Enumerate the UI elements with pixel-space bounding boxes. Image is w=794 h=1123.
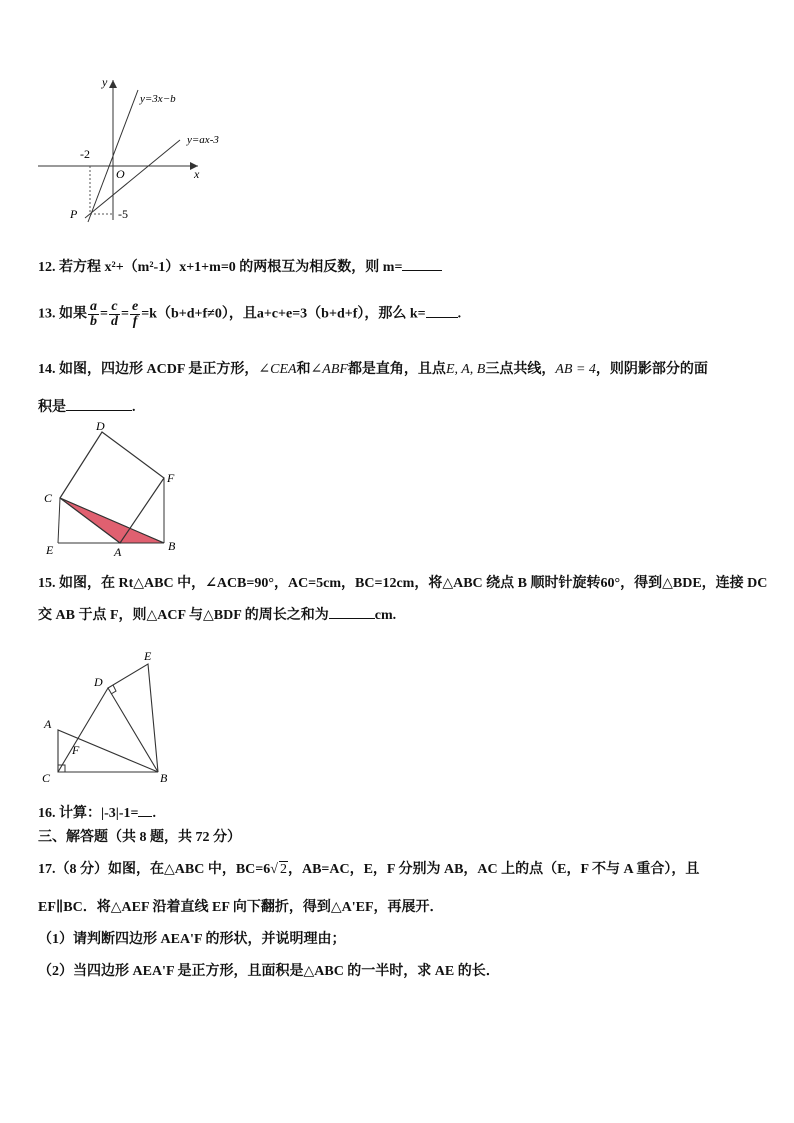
answer-blank	[426, 305, 458, 318]
question-15-line1	[38, 572, 767, 592]
tick-label-y: -5	[118, 207, 128, 221]
question-text: 都是直角，且点	[347, 362, 446, 377]
tick-label-x: -2	[80, 147, 90, 161]
label-d: D	[96, 420, 105, 433]
question-text: 交 AB 于点 F，则△ACF 与△BDF 的周长之和为	[38, 608, 329, 623]
question-text: 若方程 x²+（m²-1）x+1+m=0 的两根互为相反数，则 m=	[59, 260, 403, 275]
unit: cm.	[374, 608, 397, 623]
fraction-e-f: $\frac{e}{f}$	[131, 299, 139, 329]
label-a: A	[114, 545, 122, 559]
fraction-c-d: $\frac{c}{d}$	[110, 299, 118, 329]
angle-abf: ∠ABF	[310, 362, 348, 377]
question-12	[38, 256, 442, 276]
label-f: F	[72, 743, 80, 757]
question-15-line2	[38, 604, 396, 624]
line2-label: y=ax-3	[187, 134, 219, 146]
equals-sign: =	[100, 306, 108, 322]
question-13	[38, 300, 461, 329]
y-axis-label: y	[102, 75, 108, 89]
answer-blank	[66, 398, 132, 411]
question-number: 14.	[38, 362, 56, 377]
question-text: 三点共线，	[485, 362, 556, 377]
question-number: 15.	[38, 576, 56, 591]
section-heading: 三、解答题（共 8 题，共 72 分）	[38, 830, 241, 845]
points-eab: E, A, B	[445, 362, 486, 377]
question-number: 13.	[38, 306, 56, 322]
label-a: A	[44, 717, 52, 731]
period: .	[132, 400, 136, 415]
label-d: D	[94, 675, 103, 689]
question-text: ，则阴影部分的面	[595, 362, 708, 377]
question-text: 如图，在 Rt△ABC 中，∠ACB=90°，AC=5cm，BC=12cm，将△ABC 绕点 B 顺时针旋转60°，得到△BDE，连接 DC	[59, 576, 768, 591]
label-f: F	[167, 471, 175, 485]
origin-label: O	[116, 167, 125, 181]
label-c: C	[44, 491, 53, 505]
question-16	[38, 802, 156, 822]
question-17-sub2: （2）当四边形 AEA'F 是正方形，且面积是△ABC 的一半时，求 AE 的长．	[38, 964, 500, 979]
label-e: E	[144, 649, 152, 663]
question-text-post: =k（b+d+f≠0），且a+c+e=3（b+d+f），那么 k=	[141, 306, 426, 322]
ab-length: AB = 4	[555, 362, 596, 377]
answer-blank	[138, 804, 152, 817]
angle-cea: ∠CEA	[258, 362, 297, 377]
answer-blank	[402, 258, 442, 271]
equals-sign: =	[120, 306, 129, 322]
figure-q15-rotation-diagram	[36, 648, 186, 788]
sqrt-radicand: 2	[279, 862, 287, 877]
label-b: B	[160, 771, 168, 785]
question-17-line2: EF∥BC．将△AEF 沿着直线 EF 向下翻折，得到△A'EF，再展开．	[38, 900, 444, 915]
question-17-line1: 17.（8 分）如图，在△ABC 中，BC=6√ 2，AB=AC，E，F 分别为 AB，AC 上的点（E，F 不与 A 重合），且	[38, 862, 700, 877]
line1-label: y=3x−b	[140, 93, 176, 105]
label-c: C	[42, 771, 51, 785]
question-text: ，AB=AC，E，F 分别为 AB，AC 上的点（E，F 不与 A 重合），且	[287, 862, 700, 877]
figure-q11-coordinate-graph	[30, 72, 260, 232]
question-17-sub1: （1）请判断四边形 AEA'F 的形状，并说明理由；	[38, 932, 346, 947]
point-p-label: P	[70, 207, 78, 221]
question-text: 和	[296, 362, 311, 377]
answer-blank	[329, 606, 375, 619]
period: .	[457, 306, 462, 322]
question-14-line2	[38, 396, 136, 416]
question-text: 积是	[38, 400, 66, 415]
x-axis-label: x	[194, 167, 200, 181]
question-number: 12.	[38, 260, 56, 275]
question-text: 16. 计算：|-3|-1=	[38, 806, 139, 821]
figure-q14-square-diagram	[38, 420, 198, 560]
question-text: 17.（8 分）如图，在△ABC 中，BC=6	[38, 862, 271, 877]
fraction-a-b: $\frac{a}{b}$	[90, 299, 97, 329]
period: .	[152, 806, 156, 821]
label-e: E	[46, 543, 54, 557]
question-text-pre: 如果	[59, 306, 87, 322]
label-b: B	[168, 539, 176, 553]
question-14-line1	[38, 358, 708, 378]
question-text: 如图，四边形 ACDF 是正方形，	[59, 362, 259, 377]
